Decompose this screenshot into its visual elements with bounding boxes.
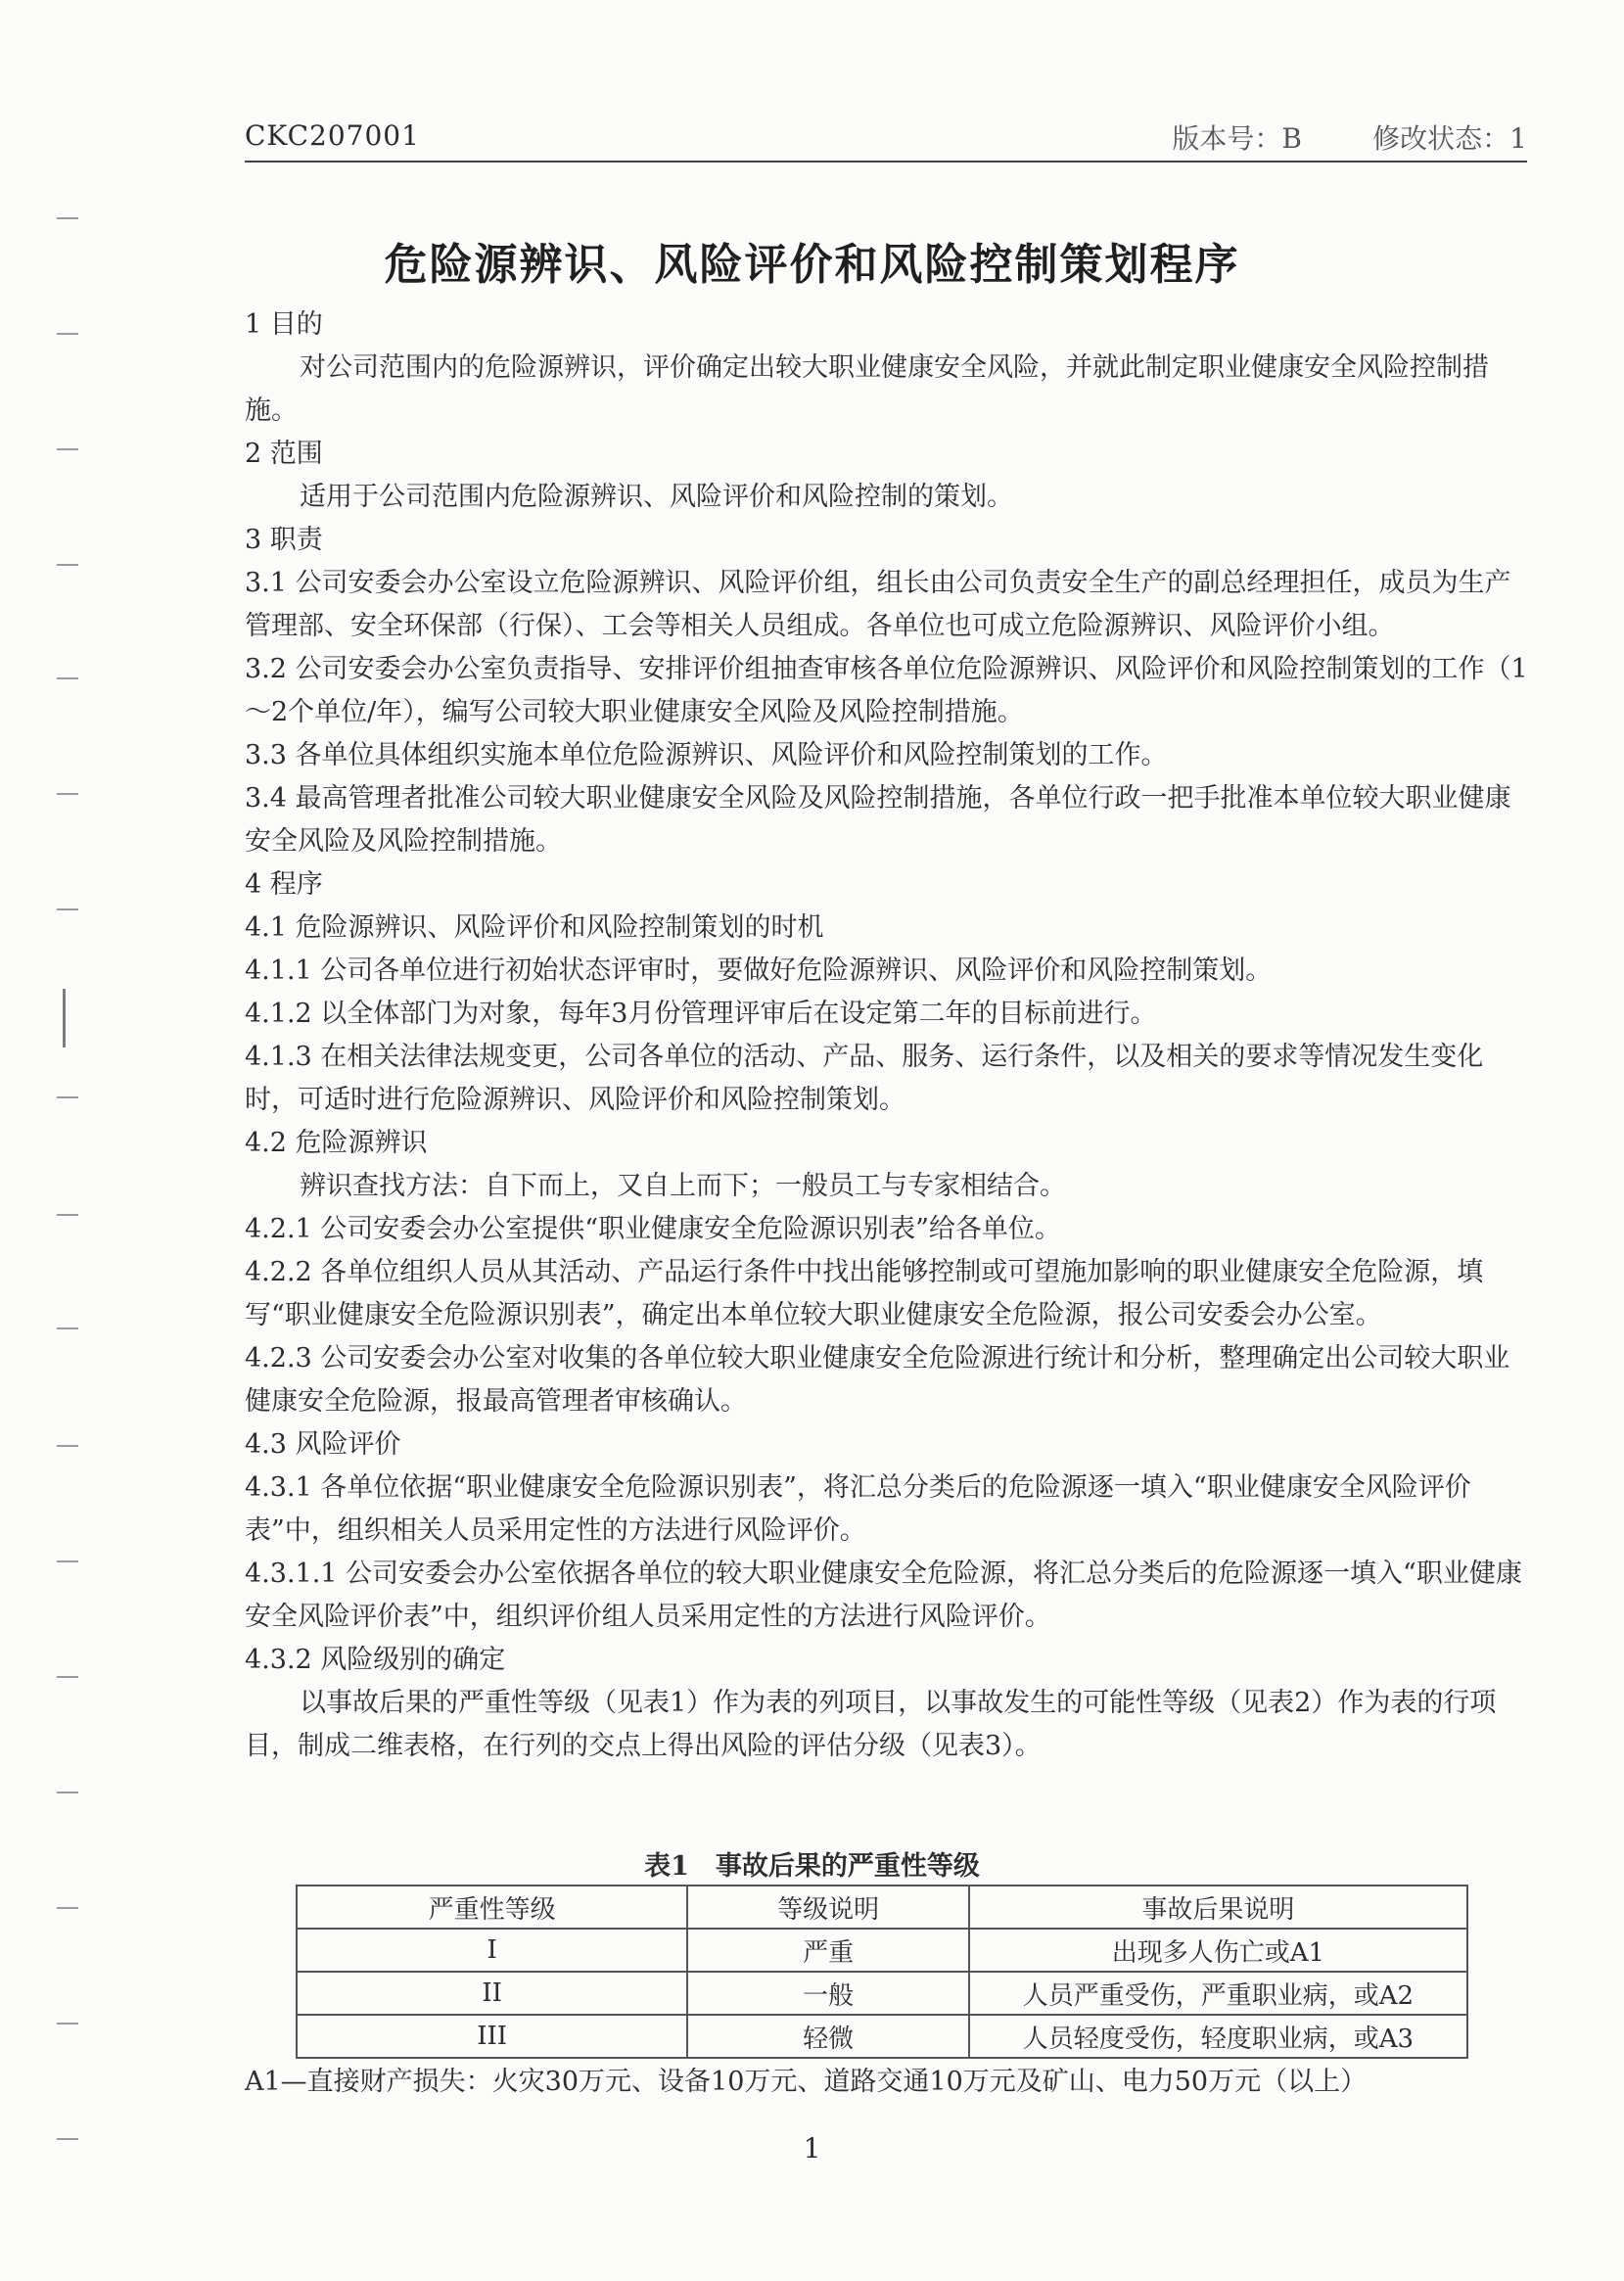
table-row <box>297 1972 1467 2015</box>
version-label: 版本号：B <box>1172 122 1302 155</box>
margin-mark <box>57 793 78 795</box>
document-header <box>245 116 1527 163</box>
paragraph: 4.1.1 公司各单位进行初始状态评审时，要做好危险源辨识、风险评价和风险控制策划。 <box>245 955 1273 986</box>
paragraph: 4.2 危险源辨识 <box>245 1128 428 1158</box>
paragraph: 4.1.2 以全体部门为对象，每年3月份管理评审后在设定第二年的目标前进行。 <box>245 999 1157 1029</box>
section-heading: 2 范围 <box>245 439 323 469</box>
paragraph: 4.2.2 各单位组织人员从其活动、产品运行条件中找出能够控制或可望施加影响的职业健康安全危险源，填写“职业健康安全危险源识别表”，确定出本单位较大职业健康安全危险源，报公司安委会办公室。 <box>245 1257 1484 1330</box>
paragraph: 3.4 最高管理者批准公司较大职业健康安全风险及风险控制措施，各单位行政一把手批准本单位较大职业健康安全风险及风险控制措施。 <box>245 783 1511 857</box>
severity-table <box>296 1885 1468 2059</box>
modification-status: 修改状态：1 <box>1372 122 1527 155</box>
table-cell: 轻微 <box>687 2015 969 2058</box>
document-title: 危险源辨识、风险评价和风险控制策划程序 <box>384 240 1240 290</box>
paragraph: 3.3 各单位具体组织实施本单位危险源辨识、风险评价和风险控制策划的工作。 <box>245 740 1168 770</box>
paragraph: 4.2.1 公司安委会办公室提供“职业健康安全危险源识别表”给各单位。 <box>245 1214 1061 1244</box>
paragraph: 适用于公司范围内危险源辨识、风险评价和风险控制的策划。 <box>300 482 1013 512</box>
margin-mark <box>57 1327 78 1329</box>
paragraph: 对公司范围内的危险源辨识，评价确定出较大职业健康安全风险，并就此制定职业健康安全风险控制措施。 <box>245 352 1489 426</box>
paragraph: 3.1 公司安委会办公室设立危险源辨识、风险评价组，组长由公司负责安全生产的副总经理担任，成员为生产管理部、安全环保部（行保）、工会等相关人员组成。各单位也可成立危险源辨识、风险评价小组。 <box>245 568 1511 641</box>
table-cell: 出现多人伤亡或A1 <box>969 1929 1467 1972</box>
document-body <box>245 303 1529 1768</box>
table-footnote: A1—直接财产损失：火灾30万元、设备10万元、道路交通10万元及矿山、电力50万元（以上） <box>245 2067 1368 2097</box>
paragraph: 4.3.1.1 公司安委会办公室依据各单位的较大职业健康安全危险源，将汇总分类后的危险源逐一填入“职业健康安全风险评价表”中，组织评价组人员采用定性的方法进行风险评价。 <box>245 1559 1522 1632</box>
margin-mark <box>57 2023 78 2025</box>
margin-mark <box>57 1445 78 1447</box>
margin-mark <box>57 1792 78 1793</box>
paragraph: 3.2 公司安委会办公室负责指导、安排评价组抽查审核各单位危险源辨识、风险评价和风险控制策划的工作（1～2个单位/年），编写公司较大职业健康安全风险及风险控制措施。 <box>245 654 1528 727</box>
paragraph: 4.3 风险评价 <box>245 1429 401 1460</box>
margin-mark <box>57 677 78 679</box>
margin-mark <box>57 1096 78 1098</box>
margin-mark <box>57 908 78 910</box>
page-number: 1 <box>803 2132 821 2165</box>
margin-mark <box>57 1676 78 1678</box>
margin-mark <box>57 1214 78 1216</box>
column-header: 事故后果说明 <box>969 1885 1467 1929</box>
margin-mark <box>57 217 78 219</box>
margin-mark <box>57 448 78 450</box>
section-heading: 3 职责 <box>245 525 323 555</box>
document-code: CKC207001 <box>245 119 420 152</box>
paragraph: 以事故后果的严重性等级（见表1）作为表的列项目，以事故发生的可能性等级（见表2）作为表的行项目，制成二维表格，在行列的交点上得出风险的评估分级（见表3）。 <box>245 1688 1497 1761</box>
table-caption: 表1 事故后果的严重性等级 <box>644 1851 980 1882</box>
margin-mark <box>57 333 78 335</box>
paragraph: 辨识查找方法：自下而上，又自上而下；一般员工与专家相结合。 <box>300 1171 1066 1201</box>
paragraph: 4.3.2 风险级别的确定 <box>245 1645 506 1675</box>
table-header-row <box>297 1885 1467 1929</box>
table-row <box>297 1929 1467 1972</box>
table-cell: 严重 <box>687 1929 969 1972</box>
table-cell: 一般 <box>687 1972 969 2015</box>
paragraph: 4.3.1 各单位依据“职业健康安全危险源识别表”，将汇总分类后的危险源逐一填入“职业健康安全风险评价表”中，组织相关人员采用定性的方法进行风险评价。 <box>245 1472 1471 1546</box>
margin-mark <box>63 989 66 1047</box>
section-heading: 4 程序 <box>245 869 323 900</box>
paragraph: 4.1.3 在相关法律法规变更，公司各单位的活动、产品、服务、运行条件，以及相关的要求等情况发生变化时，可适时进行危险源辨识、风险评价和风险控制策划。 <box>245 1042 1484 1115</box>
table-row <box>297 2015 1467 2058</box>
column-header: 等级说明 <box>687 1885 969 1929</box>
paragraph: 4.2.3 公司安委会办公室对收集的各单位较大职业健康安全危险源进行统计和分析，整理确定出公司较大职业健康安全危险源，报最高管理者审核确认。 <box>245 1343 1510 1417</box>
section-heading: 1 目的 <box>245 309 323 340</box>
margin-mark <box>57 1560 78 1562</box>
margin-mark <box>57 564 78 566</box>
table-cell: 人员轻度受伤，轻度职业病，或A3 <box>969 2015 1467 2058</box>
table-cell: II <box>297 1972 687 2015</box>
table-cell: III <box>297 2015 687 2058</box>
column-header: 严重性等级 <box>297 1885 687 1929</box>
table-cell: 人员严重受伤，严重职业病，或A2 <box>969 1972 1467 2015</box>
table-cell: I <box>297 1929 687 1972</box>
margin-mark <box>57 1907 78 1909</box>
paragraph: 4.1 危险源辨识、风险评价和风险控制策划的时机 <box>245 912 824 943</box>
binding-margin-marks <box>57 0 86 2281</box>
